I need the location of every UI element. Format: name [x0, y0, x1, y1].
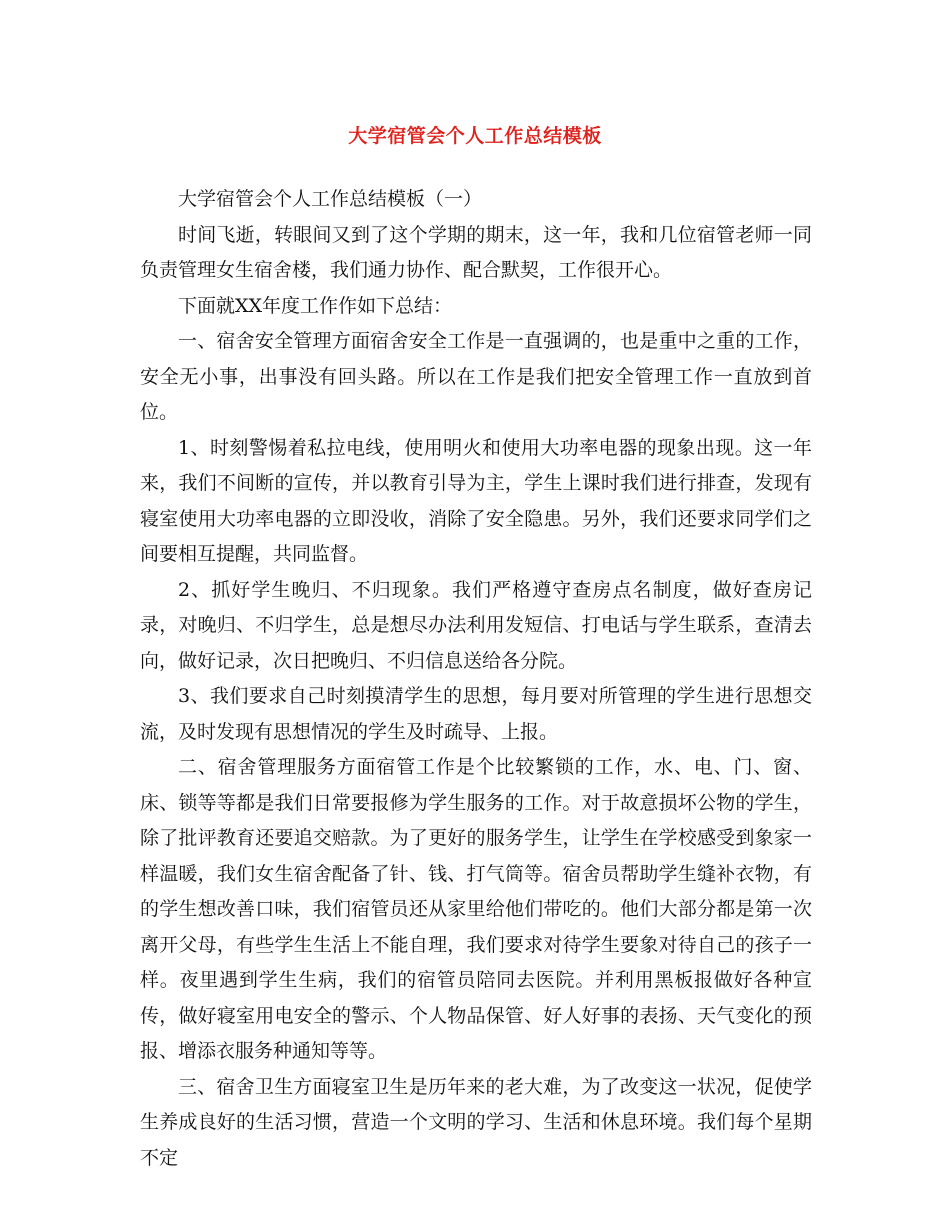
paragraph: 3、我们要求自己时刻摸清学生的思想，每月要对所管理的学生进行思想交流，及时发现有思想情况的学生及时疏导、上报。 [140, 685, 812, 743]
document-body [140, 182, 812, 1176]
paragraph: 三、宿舍卫生方面寝室卫生是历年来的老大难，为了改变这一状况，促使学生养成良好的生活习惯，营造一个文明的学习、生活和休息环境。我们每个星期不定 [140, 1075, 812, 1169]
paragraph: 时间飞逝，转眼间又到了这个学期的期末，这一年，我和几位宿管老师一同负责管理女生宿舍楼，我们通力协作、配合默契，工作很开心。 [140, 223, 812, 281]
paragraph: 下面就XX年度工作作如下总结： [178, 294, 453, 317]
paragraph: 一、宿舍安全管理方面宿舍安全工作是一直强调的，也是重中之重的工作，安全无小事，出事没有回头路。所以在工作是我们把安全管理工作一直放到首位。 [140, 330, 812, 423]
paragraph: 2、抓好学生晚归、不归现象。我们严格遵守查房点名制度，做好查房记录，对晚归、不归学生，总是想尽办法利用发短信、打电话与学生联系，查清去向，做好记录，次日把晚归、不归信息送给各分院。 [140, 578, 812, 672]
document-title: 大学宿管会个人工作总结模板 [348, 125, 602, 147]
subtitle-paragraph: 大学宿管会个人工作总结模板（一） [178, 188, 483, 210]
paragraph: 1、时刻警惕着私拉电线，使用明火和使用大功率电器的现象出现。这一年来，我们不间断的宣传，并以教育引导为主，学生上课时我们进行排查，发现有寝室使用大功率电器的立即没收，消除了安全隐患。另外，我们还要求同学们之间要相互提醒，共同监督。 [140, 436, 812, 565]
paragraph: 二、宿舍管理服务方面宿管工作是个比较繁锁的工作，水、电、门、窗、床、锁等等都是我们日常要报修为学生服务的工作。对于故意损坏公物的学生，除了批评教育还要追交赔款。为了更好的服务学生，让学生在学校感受到象家一样温暖，我们女生宿舍配备了针、钱、打气筒等。宿舍员帮助学生缝补衣物，有的学生想改善口味，我们宿管员还从家里给他们带吃的。他们大部分都是第一次离开父母，有些学生生活上不能自理，我们要求对待学生要象对待自己的孩子一样。夜里遇到学生生病，我们的宿管员陪同去医院。并利用黑板报做好各种宣传，做好寝室用电安全的警示、个人物品保管、好人好事的表扬、天气变化的预报、增添衣服务种通知等等。 [140, 756, 812, 1062]
